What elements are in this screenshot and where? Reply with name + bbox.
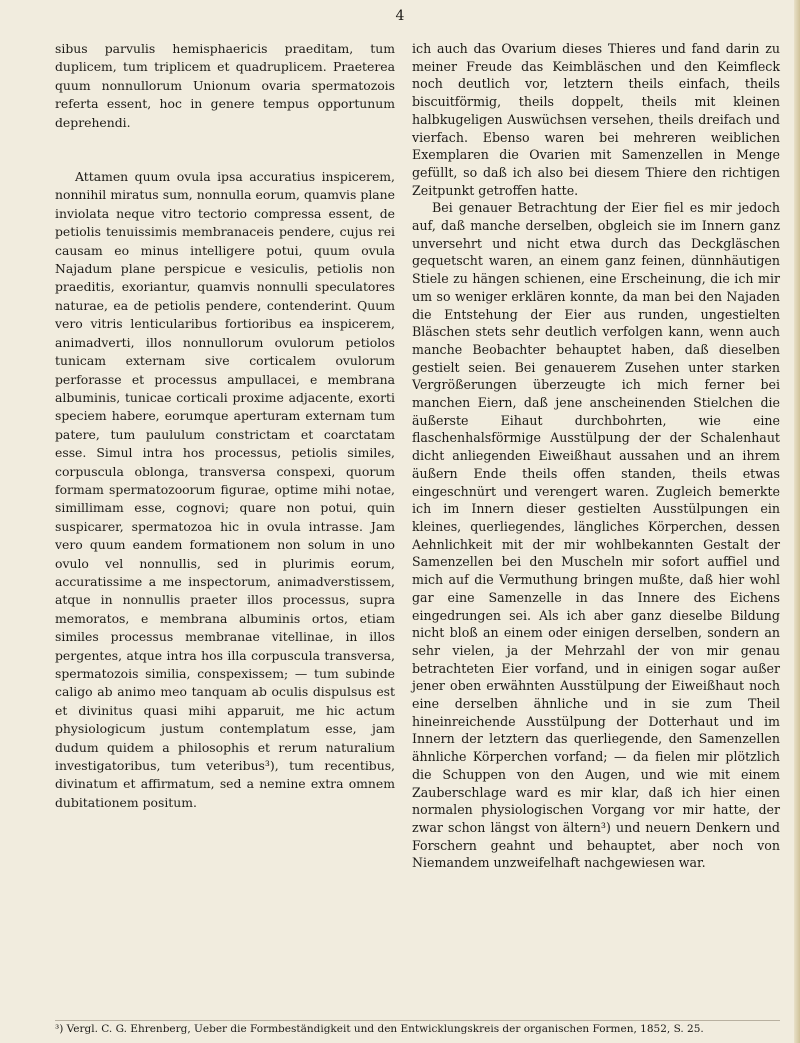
page-number: 4: [395, 8, 405, 24]
footnote: ³) Vergl. C. G. Ehrenberg, Ueber die Formbeständigkeit und den Entwicklungskreis der organischen Formen, 1852, S. 25.: [55, 1020, 780, 1036]
page-edge: [794, 0, 800, 1043]
right-paragraph-1: ich auch das Ovarium dieses Thieres und fand darin zu meiner Freude das Keimbläschen und den Keimfleck noch deutlich vor, letztern theils einfach, theils biscuitförmig, theils doppelt, theils mit kleinen halbkugeligen Auswüchsen versehen, theils dreifach und vierfach. Ebenso waren bei mehreren weiblichen Exemplaren die Ovarien mit Samenzellen in Menge gefüllt, so daß ich also bei diesem Thiere den richtigen Zeitpunkt getroffen hatte.: [412, 41, 780, 198]
right-column-german: [412, 40, 780, 872]
right-paragraph-2: Bei genauer Betrachtung der Eier fiel es mir jedoch auf, daß manche derselben, obgleich sie im Innern ganz unversehrt und nicht etwa durch das Deckgläschen gequetscht waren, an einem ganz feinen, dünnhäutigen Stiele zu hängen schienen, eine Erscheinung, die ich mir um so weniger erklären konnte, da man bei den Najaden die Entstehung der Eier aus runden, ungestielten Bläschen stets sehr deutlich verfolgen kann, wenn auch manche Beobachter behauptet haben, daß dieselben gestielt seien. Bei genauerem Zusehen unter starken Vergrößerungen überzeugte ich mich ferner bei manchen Eiern, daß jene anscheinenden Stielchen die äußerste Eihaut durchbohrten, wie eine flaschenhalsförmige Ausstülpung der der Schalenhaut dicht anliegenden Eiweißhaut aussahen und an ihrem äußern Ende theils offen standen, theils etwas eingeschnürt und verengert waren. Zugleich bemerkte ich im Innern dieser gestielten Ausstülpungen ein kleines, querliegendes, längliches Körperchen, dessen Aehnlichkeit mit der mir wohlbekannten Gestalt der Samenzellen bei den Muscheln mir sofort auffiel und mich auf die Vermuthung bringen mußte, daß hier wohl gar eine Samenzelle in das Innere des Eichens eingedrungen sei. Als ich aber ganz dieselbe Bildung nicht bloß an einem oder einigen derselben, sondern an sehr vielen, ja der Mehrzahl der von mir genau betrachteten Eier vorfand, und in einigen sogar außer jener oben erwähnten Ausstülpung der Eiweißhaut noch eine derselben ähnliche und in sie zum Theil hineinreichende Ausstülpung der Dotterhaut und im Innern der letztern das querliegende, den Samenzellen ähnliche Körperchen vorfand; — da fielen mir plötzlich die Schuppen von den Augen, und wie mit einem Zauberschlage ward es mir klar, daß ich hier einen normalen physiologischen Vorgang vor mir hatte, der zwar schon längst von ältern³) und neuern Denkern und Forschern geahnt und behauptet, aber noch von Niemandem unzweifelhaft nachgewiesen war.: [412, 200, 780, 871]
left-paragraph-1: sibus parvulis hemisphaericis praeditam, tum duplicem, tum triplicem et quadruplicem. Praeterea quum nonnullorum Unionum ovaria spermatozois referta essent, hoc in genere tempus opportunum deprehendi.: [55, 41, 395, 130]
left-paragraph-2: Attamen quum ovula ipsa accuratius inspicerem, nonnihil miratus sum, nonnulla eorum, quamvis plane inviolata neque vitro tectorio compressa essent, de petiolis tenuissimis membranaceis pendere, cujus rei causam eo minus intelligere potui, quum ovula Najadum plane perspicue e vesiculis, petiolis non praeditis, exoriantur, quamvis nonnulli speculatores naturae, ea de petiolis pendere, contenderint. Quum vero vitris lenticularibus fortioribus ea inspicerem, animadverti, illos nonnullorum ovulorum petiolos tunicam externam sive corticalem ovulorum perforasse et processus ampullacei, e membrana albuminis, tunicae corticali proxime adjacente, exorti speciem habere, eorumque aperturam externam tum patere, tum paululum constrictam et coarctatam esse. Simul intra hos processus, petiolis similes, corpuscula oblonga, transversa conspexi, quorum formam spermatozoorum figurae, optime mihi notae, simillimam esse, cognovi; quare non potui, quin suspicarer, spermatozoa hic in ovula intrasse. Jam vero quum eandem formationem non solum in uno ovulo vel nonnullis, sed in plurimis eorum, accuratissime a me inspectorum, animadverstissem, atque in nonnullis praeter illos processus, supra memoratos, e membrana albuminis ortos, etiam similes processus membranae vitellinae, in illos pergentes, atque intra hos illa corpuscula transversa, spermatozois similia, conspexissem; — tum subinde caligo ab animo meo tanquam ab oculis dispulsus est et divinitus quasi mihi apparuit, me hic actum physiologicum justum contemplatum esse, jam dudum quidem a philosophis et rerum naturalium investigatoribus, tum veteribus³), tum recentibus, divinatum et affirmatum, sed a nemine extra omnem dubitationem positum.: [55, 169, 395, 810]
left-column-latin: [55, 40, 395, 812]
